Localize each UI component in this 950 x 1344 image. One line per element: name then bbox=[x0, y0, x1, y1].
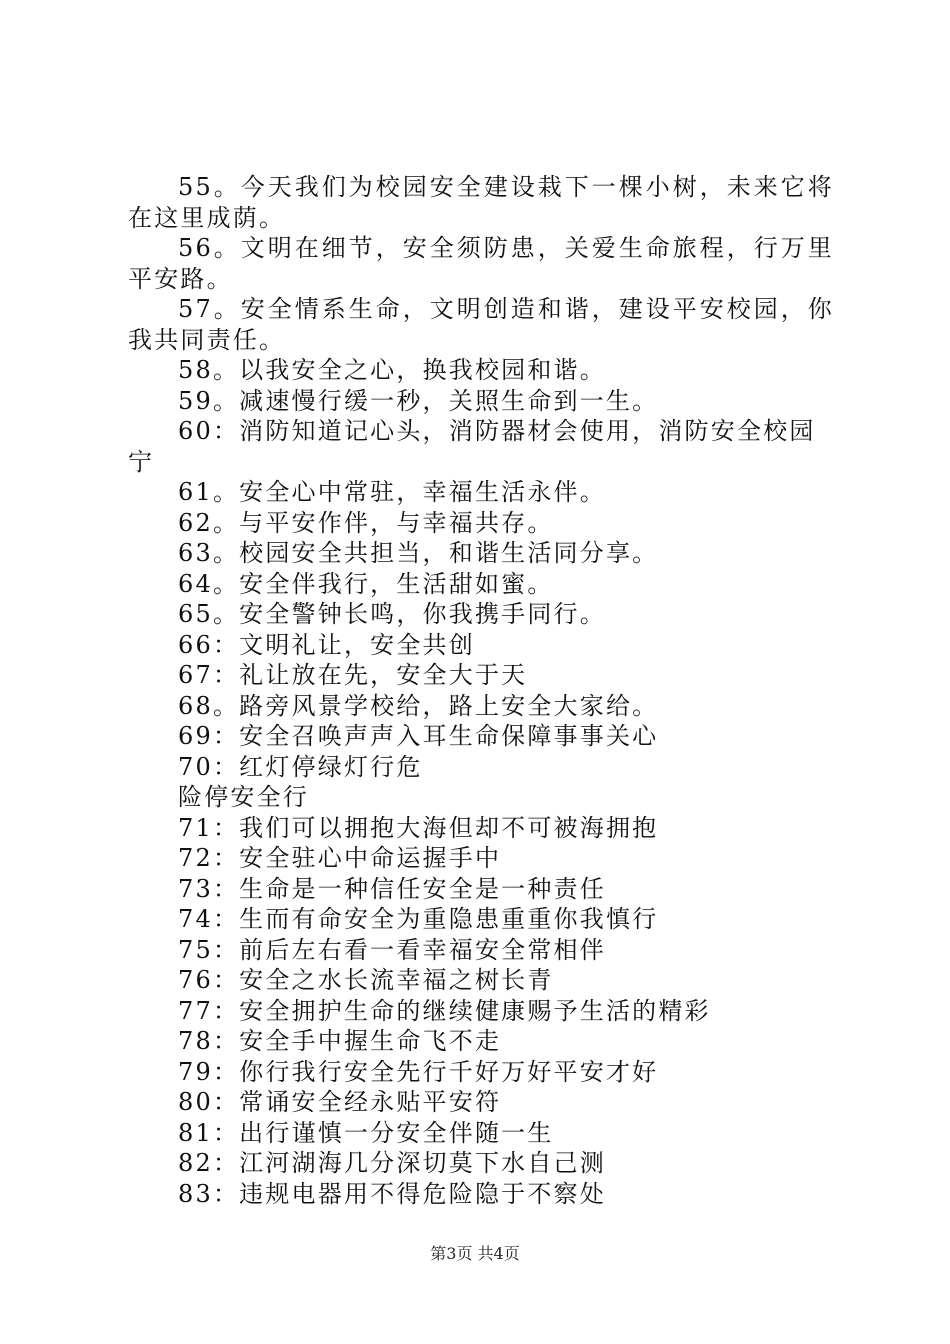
paragraph-76: 76：安全之水长流幸福之树长青 bbox=[178, 966, 554, 994]
paragraph-69: 69：安全召唤声声入耳生命保障事事关心 bbox=[178, 722, 659, 750]
paragraph-78: 78：安全手中握生命飞不走 bbox=[178, 1027, 502, 1055]
paragraph-63: 63。校园安全共担当，和谐生活同分享。 bbox=[178, 539, 659, 567]
paragraph-65: 65。安全警钟长鸣，你我携手同行。 bbox=[178, 600, 606, 628]
paragraph-74: 74：生而有命安全为重隐患重重你我慎行 bbox=[178, 905, 659, 933]
paragraph-55: 55。今天我们为校园安全建设栽下一棵小树，未来它将在这里成荫。 bbox=[128, 173, 834, 232]
paragraph-72: 72：安全驻心中命运握手中 bbox=[178, 844, 502, 872]
paragraph-77: 77：安全拥护生命的继续健康赐予生活的精彩 bbox=[178, 996, 711, 1025]
page-footer bbox=[0, 1244, 950, 1264]
paragraph-56: 56。文明在细节，安全须防患，关爱生命旅程，行万里平安路。 bbox=[128, 234, 834, 293]
page-number-label: 第3页 共4页 bbox=[430, 1244, 520, 1263]
paragraph-68: 68。路旁风景学校给，路上安全大家给。 bbox=[178, 691, 659, 720]
paragraph-82: 82：江河湖海几分深切莫下水自己测 bbox=[178, 1149, 606, 1177]
paragraph-66: 66：文明礼让，安全共创 bbox=[178, 630, 475, 659]
paragraph-64: 64。安全伴我行，生活甜如蜜。 bbox=[178, 569, 554, 598]
paragraph-61: 61。安全心中常驻，幸福生活永伴。 bbox=[178, 478, 606, 506]
paragraph-67: 67：礼让放在先，安全大于天 bbox=[178, 661, 528, 689]
paragraph-57: 57。安全情系生命，文明创造和谐，建设平安校园，你我共同责任。 bbox=[128, 295, 834, 354]
paragraph-70: 70：红灯停绿灯行危 bbox=[178, 752, 423, 781]
paragraph-83: 83：违规电器用不得危险隐于不察处 bbox=[178, 1179, 606, 1208]
paragraph-70-continued: 险停安全行 bbox=[178, 783, 309, 811]
paragraph-59: 59。减速慢行缓一秒，关照生命到一生。 bbox=[178, 386, 659, 415]
paragraph-81: 81：出行谨慎一分安全伴随一生 bbox=[178, 1118, 554, 1147]
paragraph-62: 62。与平安作伴，与幸福共存。 bbox=[178, 508, 554, 537]
paragraph-71: 71：我们可以拥抱大海但却不可被海拥抱 bbox=[178, 813, 659, 842]
paragraph-80: 80：常诵安全经永贴平安符 bbox=[178, 1088, 502, 1116]
paragraph-73: 73：生命是一种信任安全是一种责任 bbox=[178, 874, 606, 903]
paragraph-75: 75：前后左右看一看幸福安全常相伴 bbox=[178, 935, 606, 964]
paragraph-60: 60：消防知道记心头，消防器材会使用，消防安全校园宁 bbox=[128, 417, 816, 476]
paragraph-58: 58。以我安全之心，换我校园和谐。 bbox=[178, 356, 606, 384]
paragraph-79: 79：你行我行安全先行千好万好平安才好 bbox=[178, 1057, 659, 1086]
document-body bbox=[128, 172, 834, 1209]
